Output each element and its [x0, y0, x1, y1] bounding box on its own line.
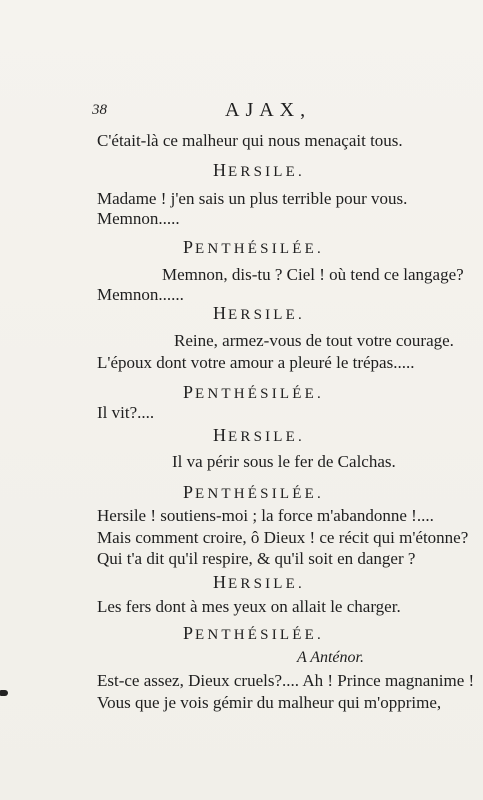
verse-line: Il va périr sous le fer de Calchas.	[172, 452, 396, 471]
verse-line: Memnon.....	[97, 209, 180, 228]
verse-line: Memnon, dis-tu ? Ciel ! où tend ce langage?	[162, 265, 464, 284]
speaker-name: PENTHÉSILÉE.	[183, 623, 324, 643]
verse-line: Les fers dont à mes yeux on allait le charger.	[97, 597, 401, 616]
running-title: AJAX,	[225, 99, 312, 121]
verse-line: Il vit?....	[97, 403, 155, 422]
verse-line: Memnon......	[97, 285, 184, 304]
page-number: 38	[92, 102, 107, 118]
verse-line: Madame ! j'en sais un plus terrible pour vous.	[97, 189, 408, 208]
verse-line: Hersile ! soutiens-moi ; la force m'abandonne !....	[97, 506, 434, 525]
verse-line: Qui t'a dit qu'il respire, & qu'il soit en danger ?	[97, 549, 416, 568]
speaker-name: PENTHÉSILÉE.	[183, 382, 324, 402]
ink-blot	[0, 690, 8, 696]
speaker-name: PENTHÉSILÉE.	[183, 482, 324, 502]
speaker-name: HERSILE.	[213, 572, 305, 592]
verse-line: Est-ce assez, Dieux cruels?.... Ah ! Prince magnanime !	[97, 671, 475, 690]
stage-direction: A Anténor.	[297, 649, 364, 666]
verse-line: L'époux dont votre amour a pleuré le trépas.....	[97, 353, 415, 372]
speaker-name: HERSILE.	[213, 160, 305, 180]
speaker-name: PENTHÉSILÉE.	[183, 237, 324, 257]
verse-line: Reine, armez-vous de tout votre courage.	[174, 331, 454, 350]
speaker-name: HERSILE.	[213, 425, 305, 445]
verse-line: Vous que je vois gémir du malheur qui m'opprime,	[97, 693, 442, 712]
verse-line: Mais comment croire, ô Dieux ! ce récit qui m'étonne?	[97, 528, 469, 547]
speaker-name: HERSILE.	[213, 303, 305, 323]
verse-line: C'était-là ce malheur qui nous menaçait tous.	[97, 131, 403, 150]
